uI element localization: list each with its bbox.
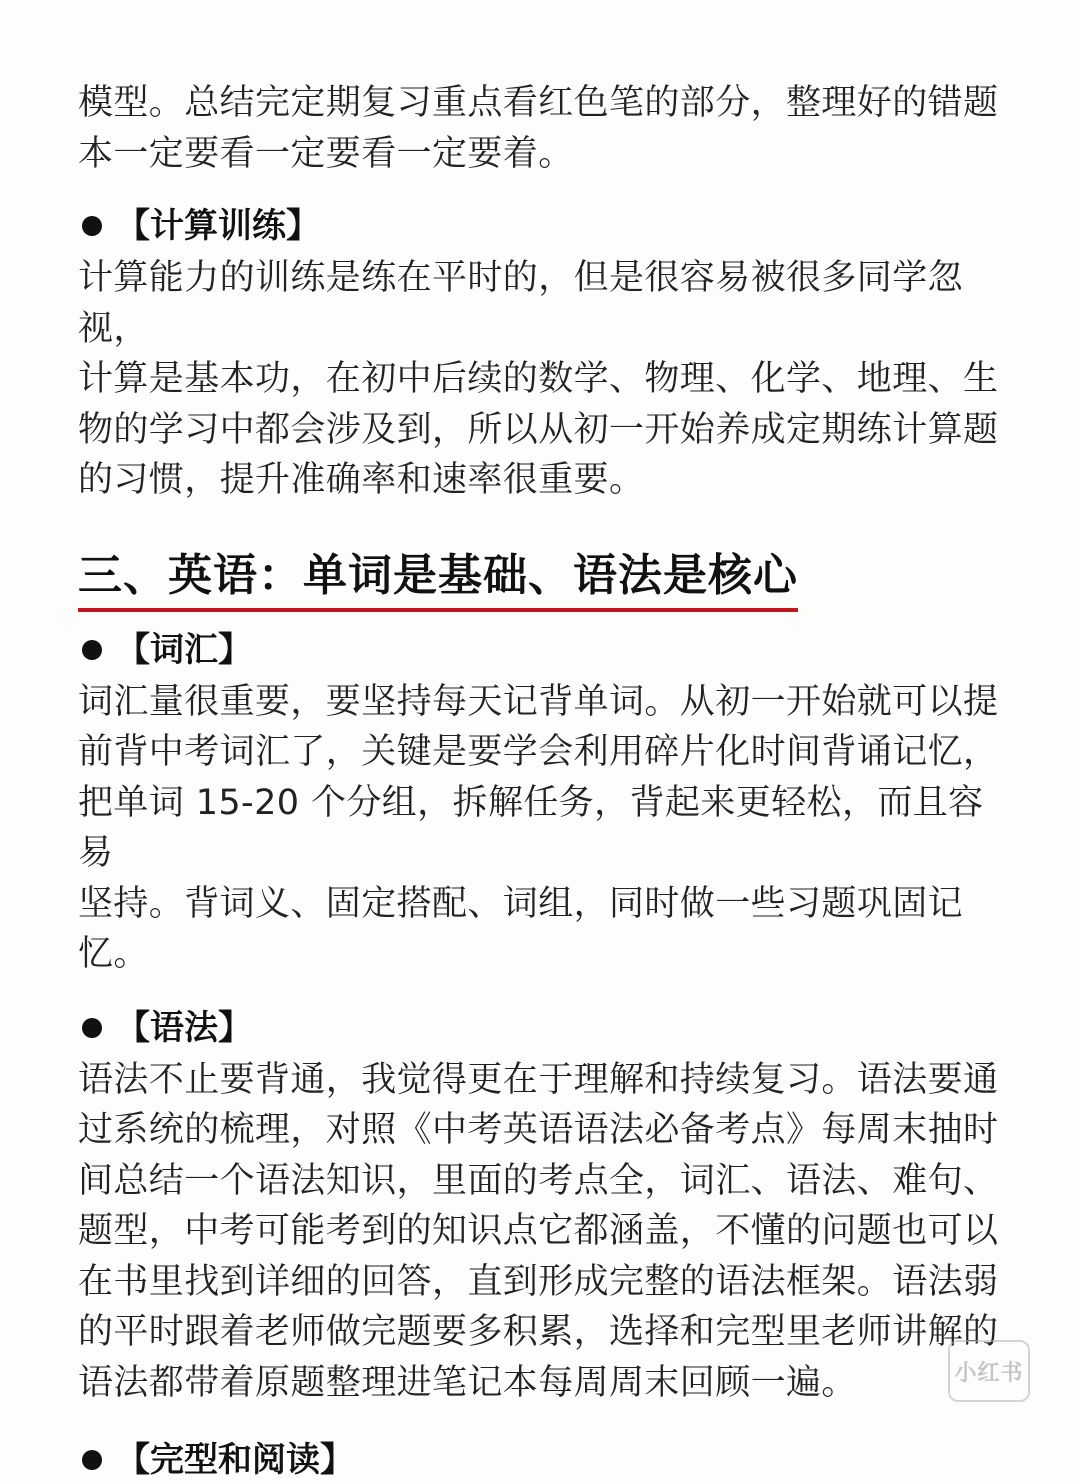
grammar-paragraph [78,1055,1013,1409]
text-line: 本一定要看一定要看一定要着。 [78,133,574,174]
text-line: 间总结一个语法知识，里面的考点全，词汇、语法、难句、 [78,1160,999,1201]
cloze-reading-block [78,1436,1013,1484]
heading-text: 【完型和阅读】 [116,1440,354,1480]
section-title: 三、英语：单词是基础、语法是核心 [78,548,798,612]
vocab-heading [78,626,1013,674]
watermark-text: 小红书 [954,1360,1024,1386]
text-line: 把单词 15-20 个分组，拆解任务，背起来更轻松，而且容易 [78,782,984,873]
cloze-reading-heading [78,1436,1013,1484]
text-line: 语法不止要背通，我觉得更在于理解和持续复习。语法要通 [78,1059,999,1100]
text-line: 前背中考词汇了，关键是要学会利用碎片化时间背诵记忆， [78,732,999,772]
math-tail-paragraph [78,78,1013,179]
bullet-dot-icon [82,1450,102,1470]
heading-text: 【词汇】 [116,629,252,670]
calc-training-heading [78,202,1013,250]
text-line: 计算是基本功，在初中后续的数学、物理、化学、地理、生 [78,359,999,399]
calc-training-block [78,202,1013,506]
text-line: 的习惯，提升准确率和速率很重要。 [78,460,645,500]
vocab-paragraph [78,677,1013,980]
text-line: 坚持。背词义、固定搭配、词组，同时做一些习题巩固记忆。 [78,883,964,974]
section3-title-wrap [78,548,1013,612]
text-line: 在书里找到详细的回答，直到形成完整的语法框架。语法弱 [78,1261,999,1302]
text-line: 计算能力的训练是练在平时的，但是很容易被很多同学忽视， [78,258,964,349]
text-line: 过系统的梳理，对照《中考英语语法必备考点》每周末抽时 [78,1110,999,1150]
bullet-dot-icon [82,640,102,660]
grammar-block [78,1004,1013,1409]
calc-training-paragraph [78,253,1013,506]
bullet-dot-icon [82,1018,102,1038]
text-line: 题型，中考可能考到的知识点它都涵盖，不懂的问题也可以 [78,1211,999,1251]
heading-text: 【计算训练】 [116,206,320,246]
text-line: 的平时跟着老师做完题要多积累，选择和完型里老师讲解的 [78,1312,999,1352]
text-line: 物的学习中都会涉及到，所以从初一开始养成定期练计算题 [78,409,999,450]
watermark-logo [948,1340,1030,1402]
text-line: 词汇量很重要，要坚持每天记背单词。从初一开始就可以提 [78,681,999,722]
vocab-block [78,626,1013,980]
grammar-heading [78,1004,1013,1052]
text-line: 语法都带着原题整理进笔记本每周周末回顾一遍。 [78,1362,857,1403]
document-page [78,78,1013,1484]
text-line: 模型。总结完定期复习重点看红色笔的部分，整理好的错题 [78,83,999,123]
heading-text: 【语法】 [116,1007,252,1048]
bullet-dot-icon [82,216,102,236]
